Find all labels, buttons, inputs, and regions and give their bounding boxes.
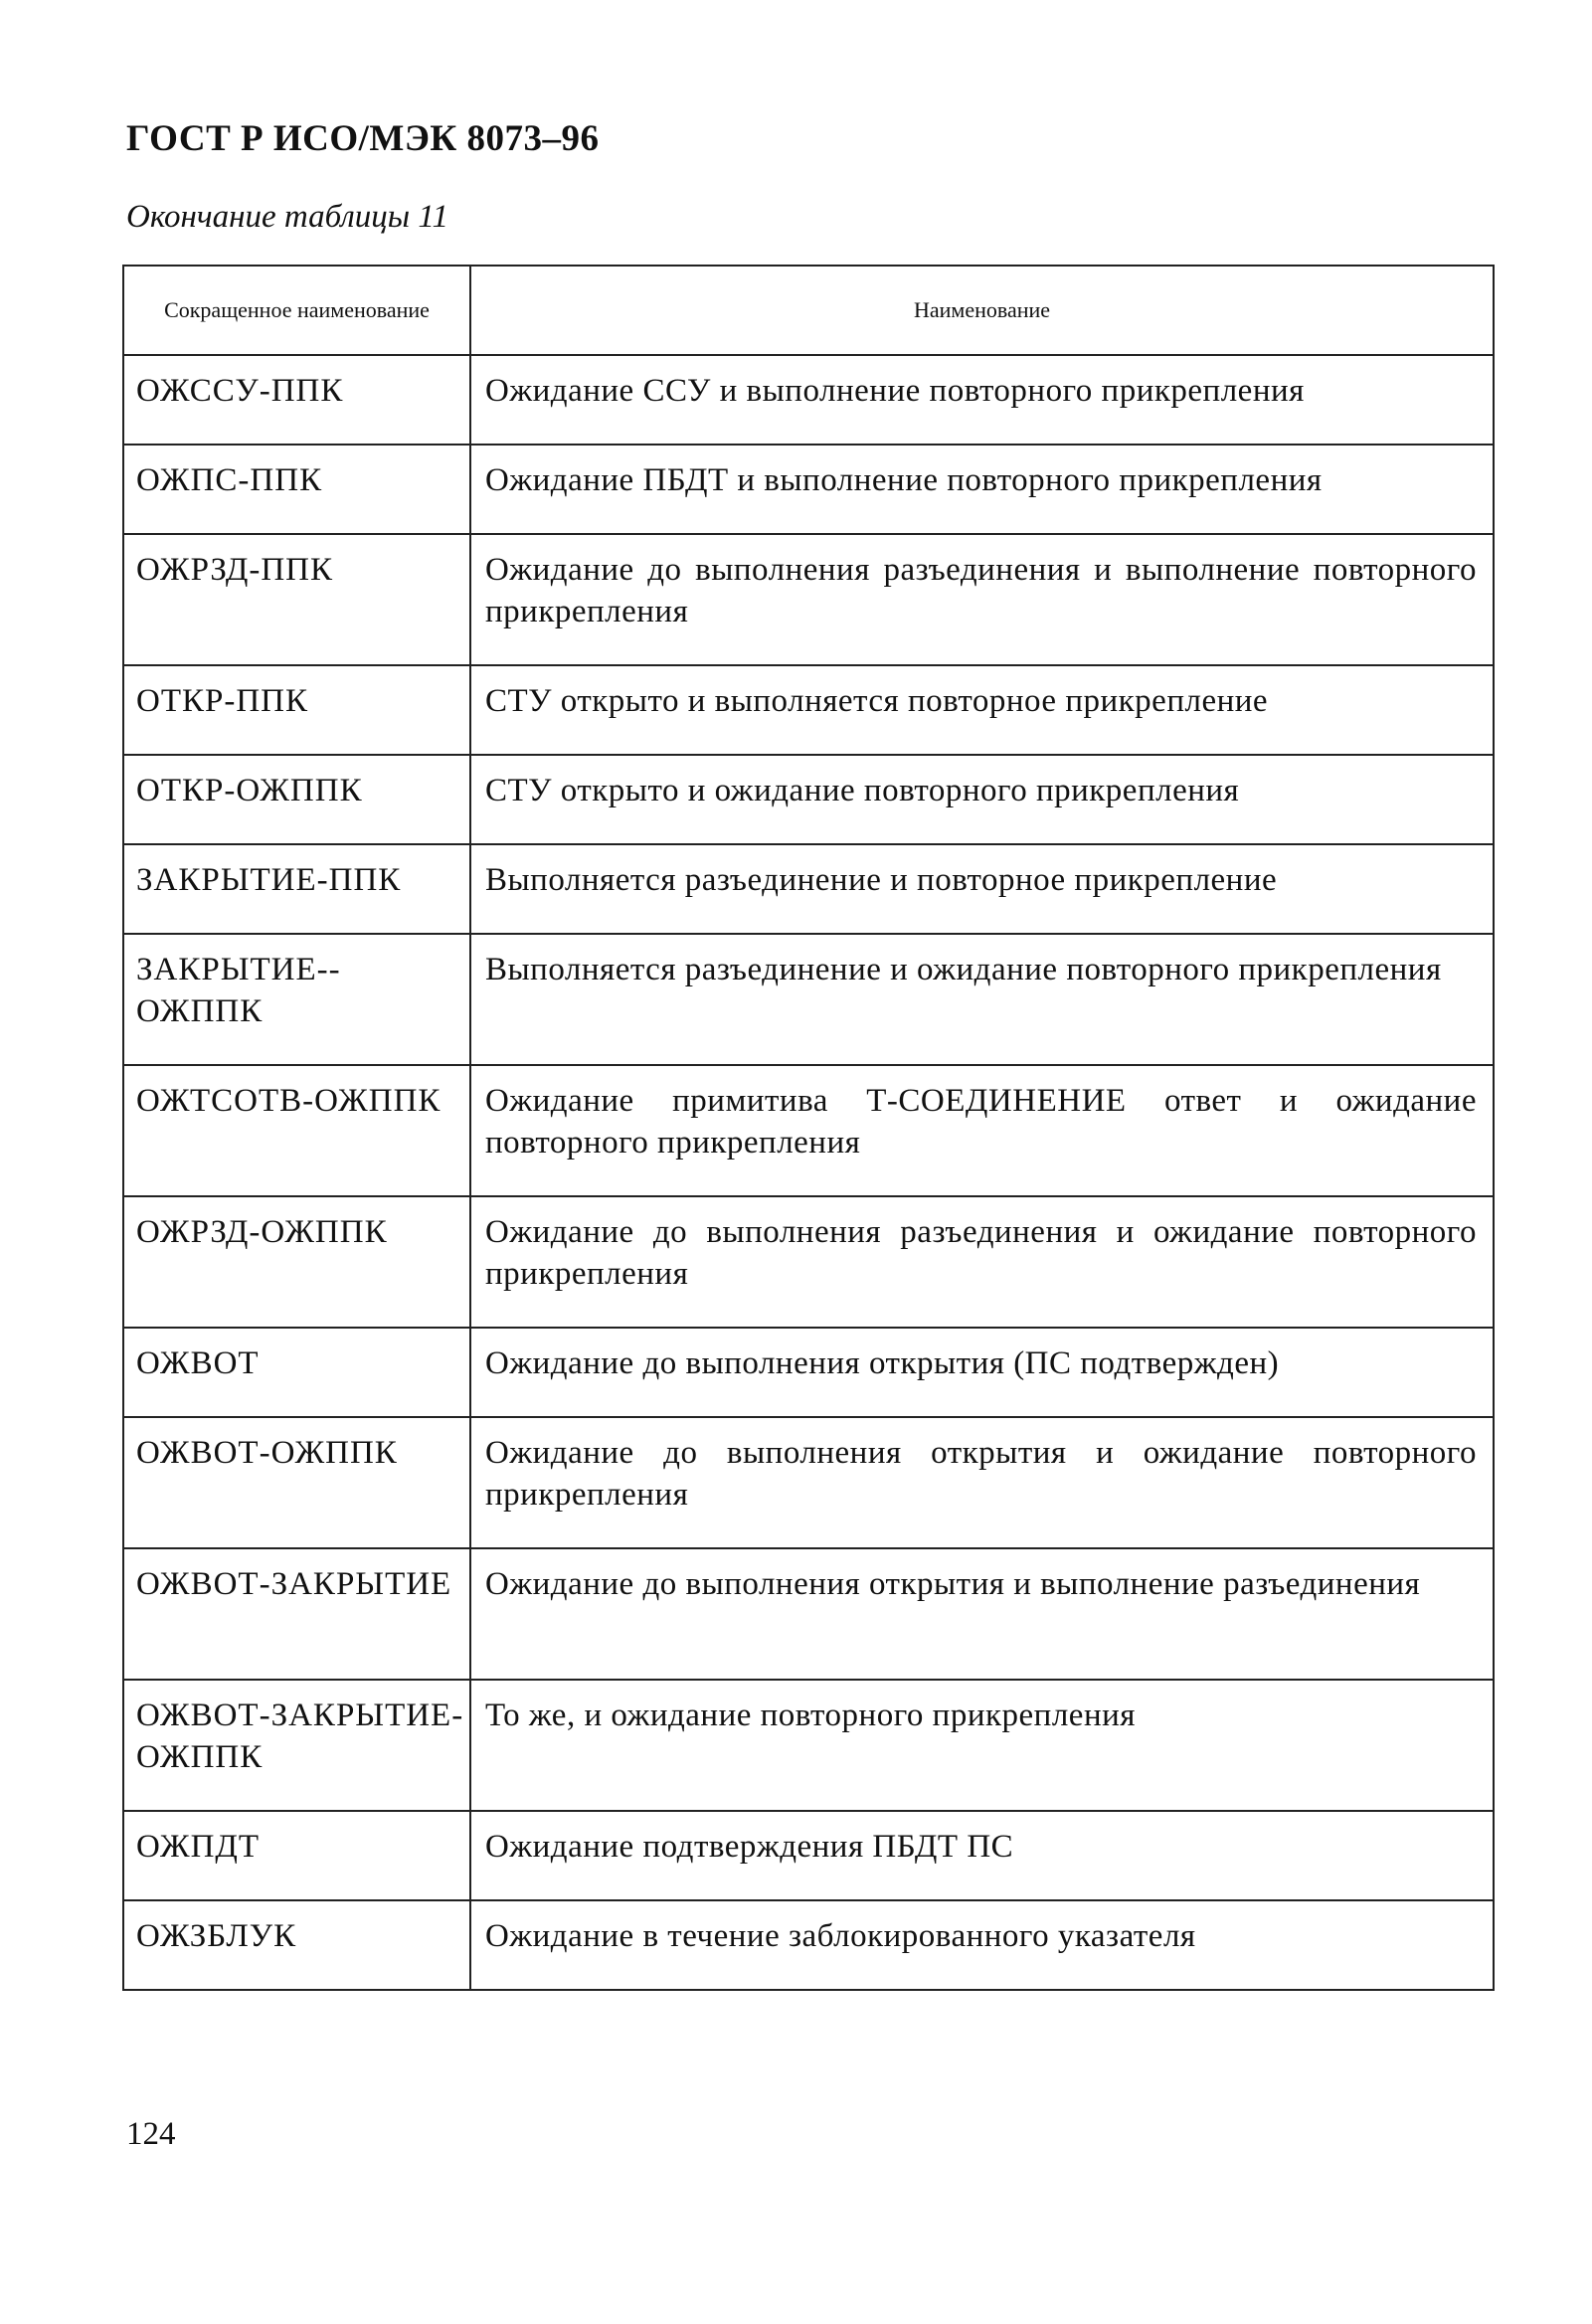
table-row — [123, 1548, 1494, 1680]
table-row — [123, 844, 1494, 934]
table-row — [123, 1196, 1494, 1328]
abbr-cell: ОЖТСОТВ-ОЖППК — [123, 1065, 470, 1196]
table-row — [123, 1900, 1494, 1990]
name-cell: Выполняется разъединение и ожидание повторного прикрепления — [470, 934, 1494, 1065]
name-cell: То же, и ожидание повторного прикрепления — [470, 1680, 1494, 1811]
abbr-cell: ОЖЗБЛУК — [123, 1900, 470, 1990]
abbr-cell: ОТКР-ОЖППК — [123, 755, 470, 844]
name-cell: Ожидание примитива Т-СОЕДИНЕНИЕ ответ и ожидание повторного прикрепления — [470, 1065, 1494, 1196]
abbr-cell: ЗАКРЫТИЕ-ППК — [123, 844, 470, 934]
page-number: 124 — [126, 2116, 176, 2152]
abbreviations-table — [122, 265, 1495, 1991]
column-header-abbr: Сокращенное наименование — [123, 266, 470, 355]
name-cell: Ожидание ССУ и выполнение повторного прикрепления — [470, 355, 1494, 445]
abbr-cell: ОЖПДТ — [123, 1811, 470, 1900]
name-cell: Выполняется разъединение и повторное прикрепление — [470, 844, 1494, 934]
table-row — [123, 755, 1494, 844]
name-cell: Ожидание до выполнения открытия и ожидание повторного прикрепления — [470, 1417, 1494, 1548]
abbr-cell: ОТКР-ППК — [123, 665, 470, 755]
table-row — [123, 534, 1494, 665]
abbr-cell: ОЖВОТ-ОЖППК — [123, 1417, 470, 1548]
abbr-cell: ЗАКРЫТИЕ--ОЖППК — [123, 934, 470, 1065]
name-cell: Ожидание до выполнения открытия (ПС подтвержден) — [470, 1328, 1494, 1417]
abbr-cell: ОЖВОТ — [123, 1328, 470, 1417]
table-row — [123, 1680, 1494, 1811]
table-row — [123, 1065, 1494, 1196]
table-row — [123, 355, 1494, 445]
table-row — [123, 1417, 1494, 1548]
name-cell: СТУ открыто и ожидание повторного прикрепления — [470, 755, 1494, 844]
table-row — [123, 1328, 1494, 1417]
name-cell: Ожидание ПБДТ и выполнение повторного прикрепления — [470, 445, 1494, 534]
name-cell: Ожидание до выполнения разъединения и ожидание повторного прикрепления — [470, 1196, 1494, 1328]
abbr-cell: ОЖРЗД-ППК — [123, 534, 470, 665]
name-cell: Ожидание до выполнения открытия и выполнение разъединения — [470, 1548, 1494, 1680]
abbr-cell: ОЖПС-ППК — [123, 445, 470, 534]
table-caption: Окончание таблицы 11 — [126, 199, 448, 235]
table-header-row — [123, 266, 1494, 355]
name-cell: Ожидание в течение заблокированного указателя — [470, 1900, 1494, 1990]
table-row — [123, 445, 1494, 534]
name-cell: Ожидание до выполнения разъединения и выполнение повторного прикрепления — [470, 534, 1494, 665]
column-header-name: Наименование — [470, 266, 1494, 355]
name-cell: Ожидание подтверждения ПБДТ ПС — [470, 1811, 1494, 1900]
abbr-cell: ОЖВОТ-ЗАКРЫТИЕ-ОЖППК — [123, 1680, 470, 1811]
abbr-cell: ОЖССУ-ППК — [123, 355, 470, 445]
table-row — [123, 665, 1494, 755]
table-row — [123, 1811, 1494, 1900]
abbr-cell: ОЖВОТ-ЗАКРЫТИЕ — [123, 1548, 470, 1680]
name-cell: СТУ открыто и выполняется повторное прикрепление — [470, 665, 1494, 755]
table-row — [123, 934, 1494, 1065]
document-header: ГОСТ Р ИСО/МЭК 8073–96 — [126, 118, 600, 159]
abbr-cell: ОЖРЗД-ОЖППК — [123, 1196, 470, 1328]
